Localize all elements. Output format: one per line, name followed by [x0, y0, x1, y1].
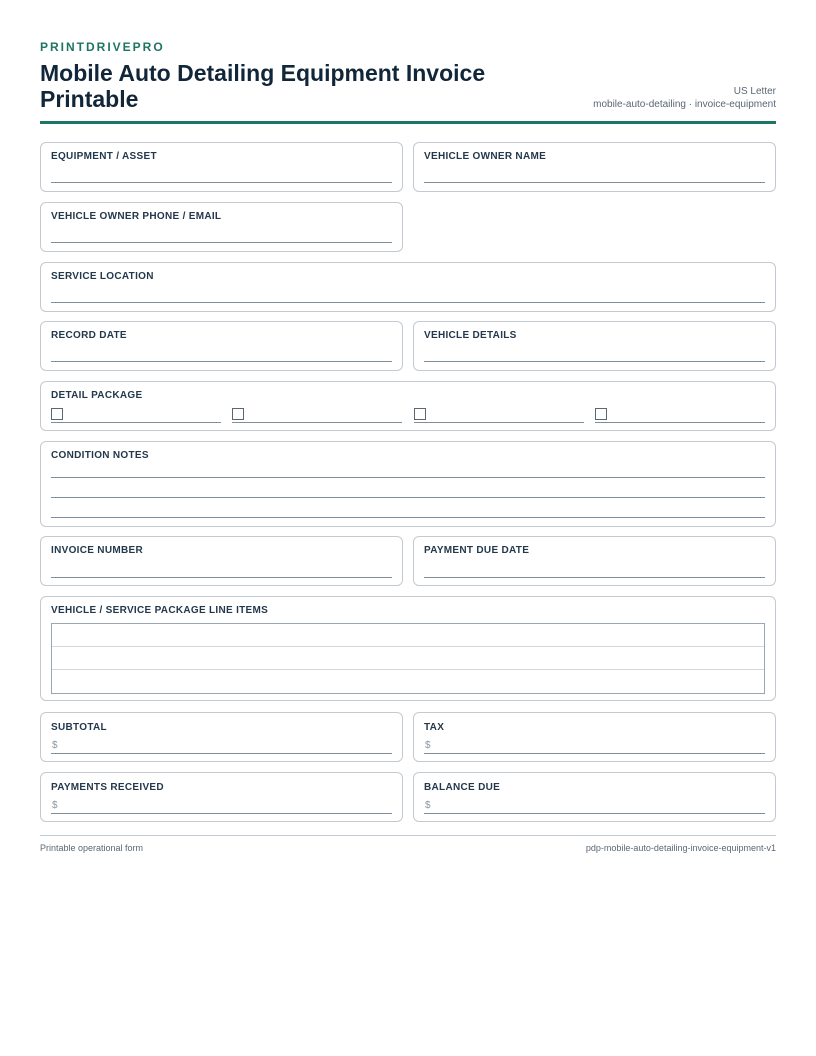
vehicle-details-field[interactable] — [413, 321, 776, 371]
brand-name: PRINTDRIVEPRO — [40, 40, 165, 54]
write-line — [424, 361, 765, 362]
condition-notes-field[interactable] — [40, 441, 776, 527]
balance-due-field[interactable] — [413, 772, 776, 822]
write-line — [51, 182, 392, 183]
field-label: VEHICLE DETAILS — [424, 330, 517, 341]
subtotal-field[interactable] — [40, 712, 403, 762]
equipment-asset-field[interactable] — [40, 142, 403, 192]
field-label: SERVICE LOCATION — [51, 271, 154, 282]
field-label: PAYMENT DUE DATE — [424, 545, 530, 556]
detail-package-field — [40, 381, 776, 431]
write-line — [51, 361, 392, 362]
footer-note: Printable operational form — [40, 843, 144, 853]
write-line — [424, 753, 765, 754]
line-items-table — [51, 623, 765, 694]
currency-symbol: $ — [52, 740, 58, 751]
invoice-number-field[interactable] — [40, 536, 403, 586]
form-id: pdp-mobile-auto-detailing-invoice-equipment-v1 — [585, 843, 776, 853]
write-line — [51, 753, 392, 754]
tax-field[interactable] — [413, 712, 776, 762]
field-label: DETAIL PACKAGE — [51, 390, 143, 401]
checkbox[interactable] — [414, 408, 426, 420]
field-label: VEHICLE OWNER PHONE / EMAIL — [51, 211, 222, 222]
form-tags: mobile-auto-detailing · invoice-equipment — [593, 99, 776, 110]
package-option-4[interactable] — [595, 408, 765, 423]
currency-symbol: $ — [52, 800, 58, 811]
write-line — [51, 497, 765, 498]
currency-symbol: $ — [425, 800, 431, 811]
table-row[interactable] — [52, 670, 764, 693]
field-label: EQUIPMENT / ASSET — [51, 151, 157, 162]
vehicle-owner-contact-field[interactable] — [40, 202, 403, 252]
package-option-3[interactable] — [414, 408, 584, 423]
field-label: CONDITION NOTES — [51, 450, 149, 461]
table-row[interactable] — [52, 647, 764, 670]
footer-divider — [40, 835, 776, 836]
record-date-field[interactable] — [40, 321, 403, 371]
service-location-field[interactable] — [40, 262, 776, 312]
write-line — [51, 577, 392, 578]
write-line — [51, 302, 765, 303]
field-label: SUBTOTAL — [51, 722, 107, 733]
header — [40, 54, 776, 124]
field-label: BALANCE DUE — [424, 782, 501, 793]
currency-symbol: $ — [425, 740, 431, 751]
vehicle-owner-name-field[interactable] — [413, 142, 776, 192]
field-label: VEHICLE OWNER NAME — [424, 151, 547, 162]
write-line — [424, 577, 765, 578]
header-meta — [593, 85, 776, 111]
package-option-2[interactable] — [232, 408, 402, 423]
page-title: Mobile Auto Detailing Equipment Invoice Printable — [40, 60, 486, 112]
line-items-section — [40, 596, 776, 701]
write-line — [51, 517, 765, 518]
payment-due-date-field[interactable] — [413, 536, 776, 586]
field-label: VEHICLE / SERVICE PACKAGE LINE ITEMS — [51, 605, 269, 616]
checkbox[interactable] — [232, 408, 244, 420]
write-line — [51, 242, 392, 243]
write-line — [424, 813, 765, 814]
write-line — [51, 477, 765, 478]
checkbox[interactable] — [51, 408, 63, 420]
paper-size: US Letter — [733, 86, 776, 97]
field-label: INVOICE NUMBER — [51, 545, 143, 556]
payments-received-field[interactable] — [40, 772, 403, 822]
table-row[interactable] — [52, 624, 764, 647]
invoice-page — [40, 40, 776, 124]
field-label: RECORD DATE — [51, 330, 127, 341]
write-line — [424, 182, 765, 183]
field-label: PAYMENTS RECEIVED — [51, 782, 164, 793]
package-option-1[interactable] — [51, 408, 221, 423]
write-line — [51, 813, 392, 814]
field-label: TAX — [424, 722, 445, 733]
checkbox[interactable] — [595, 408, 607, 420]
